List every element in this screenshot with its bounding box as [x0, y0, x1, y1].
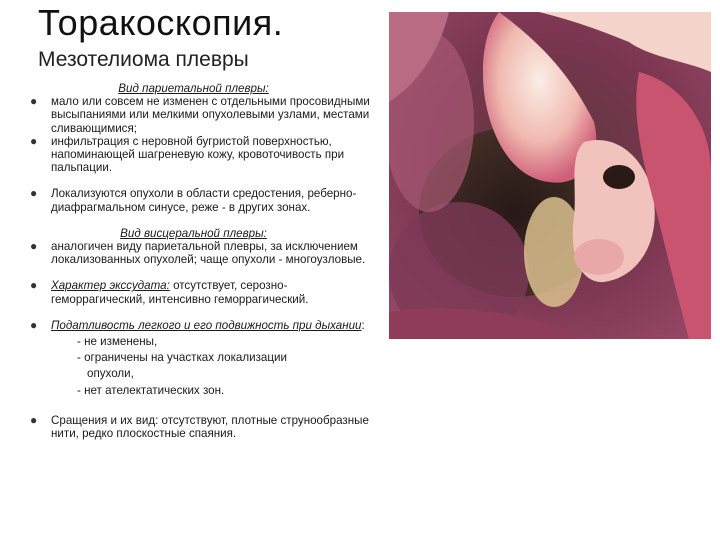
- slide-subtitle: Мезотелиома плевры: [38, 48, 249, 71]
- parietal-heading: Вид париетальной плевры:: [118, 82, 269, 95]
- lung-item: [51, 319, 375, 332]
- localization-text: Локализуются опухоли в области средостения, реберно-диафрагмальном синусе, реже - в других зонах.: [51, 187, 357, 214]
- bullet-icon: ●: [30, 94, 38, 109]
- list-item: [30, 279, 375, 305]
- visceral-heading: Вид висцеральной плевры:: [120, 226, 267, 240]
- visceral-text: аналогичен виду париетальной плевры, за исключением локализованных опухолей; чаще опухоли - многоузловые.: [51, 240, 366, 267]
- list-item: [30, 240, 375, 266]
- slide-title: Торакоскопия.: [38, 2, 284, 43]
- list-item: [30, 319, 375, 332]
- bullet-icon: ●: [30, 317, 38, 332]
- exudate-item: [51, 279, 375, 305]
- list-item: [30, 95, 375, 135]
- lung-option-2: - ограничены на участках локализации: [77, 351, 287, 365]
- bullet-icon: ●: [30, 239, 38, 254]
- lung-option-4: - нет ателектатических зон.: [77, 383, 225, 397]
- list-item: [30, 414, 375, 440]
- bullet-icon: ●: [30, 278, 38, 293]
- lung-option-3: опухоли,: [87, 367, 134, 381]
- bullet-icon: ●: [30, 412, 38, 427]
- parietal-item-1: мало или совсем не изменен с отдельными просовидными высыпаниями или мелкими опухолевыми узлами, местами сливающимися;: [51, 95, 370, 135]
- parietal-item-2: инфильтрация с неровной бугристой поверхностью, напоминающей шагреневую кожу, кровоточивость при пальпации.: [51, 134, 345, 175]
- adhesions-text: Сращения и их вид: отсутствуют, плотные струнообразные нити, редко плоскостные спаяния.: [51, 413, 369, 441]
- lung-colon: :: [361, 318, 365, 332]
- bullet-icon: ●: [30, 186, 38, 201]
- content-list: [30, 82, 375, 440]
- list-item: [30, 187, 375, 213]
- list-item: [30, 135, 375, 175]
- thoracoscopy-photo: [389, 12, 711, 339]
- exudate-text: отсутствует, серозно-геморрагический, интенсивно геморрагический.: [51, 279, 309, 306]
- lung-label: Податливость легкого и его подвижность при дыхании: [51, 318, 362, 332]
- bullet-icon: ●: [30, 133, 38, 148]
- lung-option-1: - не изменены,: [77, 335, 158, 349]
- exudate-label: Характер экссудата:: [51, 279, 170, 293]
